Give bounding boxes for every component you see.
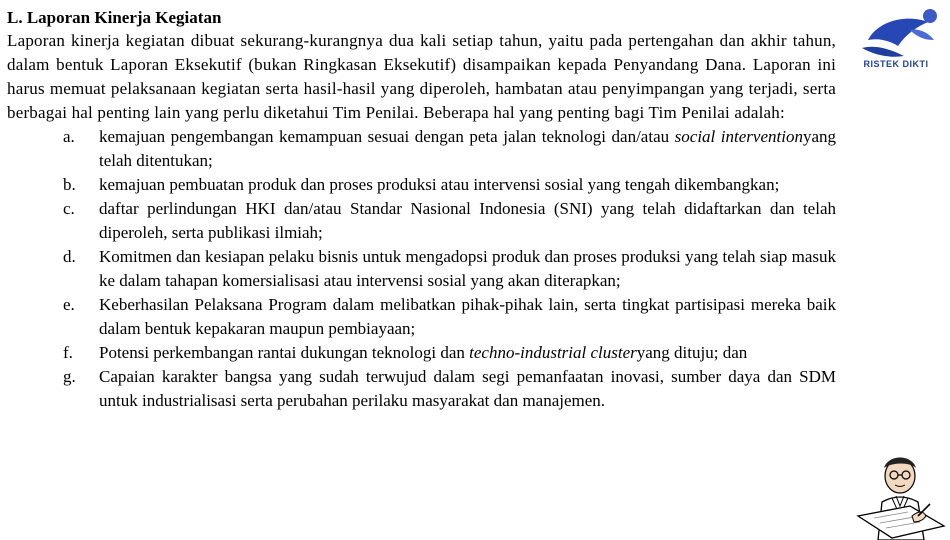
list-item bbox=[7, 341, 836, 365]
scientist-writing-clipart bbox=[852, 446, 948, 540]
list-item bbox=[7, 293, 836, 341]
list-item-text: kemajuan pengembangan kemampuan sesuai dengan peta jalan teknologi dan/atau social interventionyang telah ditentukan; bbox=[99, 127, 836, 170]
section-heading: L. Laporan Kinerja Kegiatan bbox=[7, 8, 222, 27]
list-marker: d. bbox=[63, 247, 76, 266]
criteria-list bbox=[7, 125, 836, 413]
list-item-text: daftar perlindungan HKI dan/atau Standar Nasional Indonesia (SNI) yang telah didaftarkan dan telah diperoleh, serta publikasi ilmiah; bbox=[99, 199, 836, 242]
list-item-text: kemajuan pembuatan produk dan proses produksi atau intervensi sosial yang tengah dikembangkan; bbox=[99, 175, 780, 194]
list-item-text: Komitmen dan kesiapan pelaku bisnis untuk mengadopsi produk dan proses produksi yang telah siap masuk ke dalam tahapan komersialisasi atau intervensi sosial yang akan diterapkan; bbox=[99, 247, 836, 290]
logo-text: RISTEK DIKTI bbox=[863, 59, 929, 69]
list-item-text: Capaian karakter bangsa yang sudah terwujud dalam segi pemanfaatan inovasi, sumber daya dan SDM untuk industrialisasi serta perubahan perilaku masyarakat dan manajemen. bbox=[99, 367, 836, 410]
list-item bbox=[7, 365, 836, 413]
list-item bbox=[7, 173, 836, 197]
list-marker: e. bbox=[63, 295, 75, 314]
italic-term: social intervention bbox=[674, 127, 803, 146]
document-body bbox=[7, 8, 836, 413]
list-marker: a. bbox=[63, 127, 75, 146]
list-marker: c. bbox=[63, 199, 75, 218]
list-item-text: Keberhasilan Pelaksana Program dalam melibatkan pihak-pihak lain, serta tingkat partisipasi mereka baik dalam bentuk kepakaran maupun pembiayaan; bbox=[99, 295, 836, 338]
list-item bbox=[7, 245, 836, 293]
list-item-text: Potensi perkembangan rantai dukungan teknologi dan techno-industrial clusteryang dituju; dan bbox=[99, 343, 748, 362]
italic-term: techno-industrial cluster bbox=[469, 343, 637, 362]
list-marker: g. bbox=[63, 367, 76, 386]
intro-paragraph: Laporan kinerja kegiatan dibuat sekurang-kurangnya dua kali setiap tahun, yaitu pada pertengahan dan akhir tahun, dalam bentuk Laporan Eksekutif (bukan Ringkasan Eksekutif) disampaikan kepada Penyandang Dana. Laporan ini harus memuat pelaksanaan kegiatan serta hasil-hasil yang diperoleh, hambatan atau penyimpangan yang terjadi, serta berbagai hal penting lain yang perlu diketahui Tim Penilai. Beberapa hal yang penting bagi Tim Penilai adalah: bbox=[7, 31, 836, 122]
list-item bbox=[7, 197, 836, 245]
list-marker: b. bbox=[63, 175, 76, 194]
list-item bbox=[7, 125, 836, 173]
list-marker: f. bbox=[63, 343, 73, 362]
